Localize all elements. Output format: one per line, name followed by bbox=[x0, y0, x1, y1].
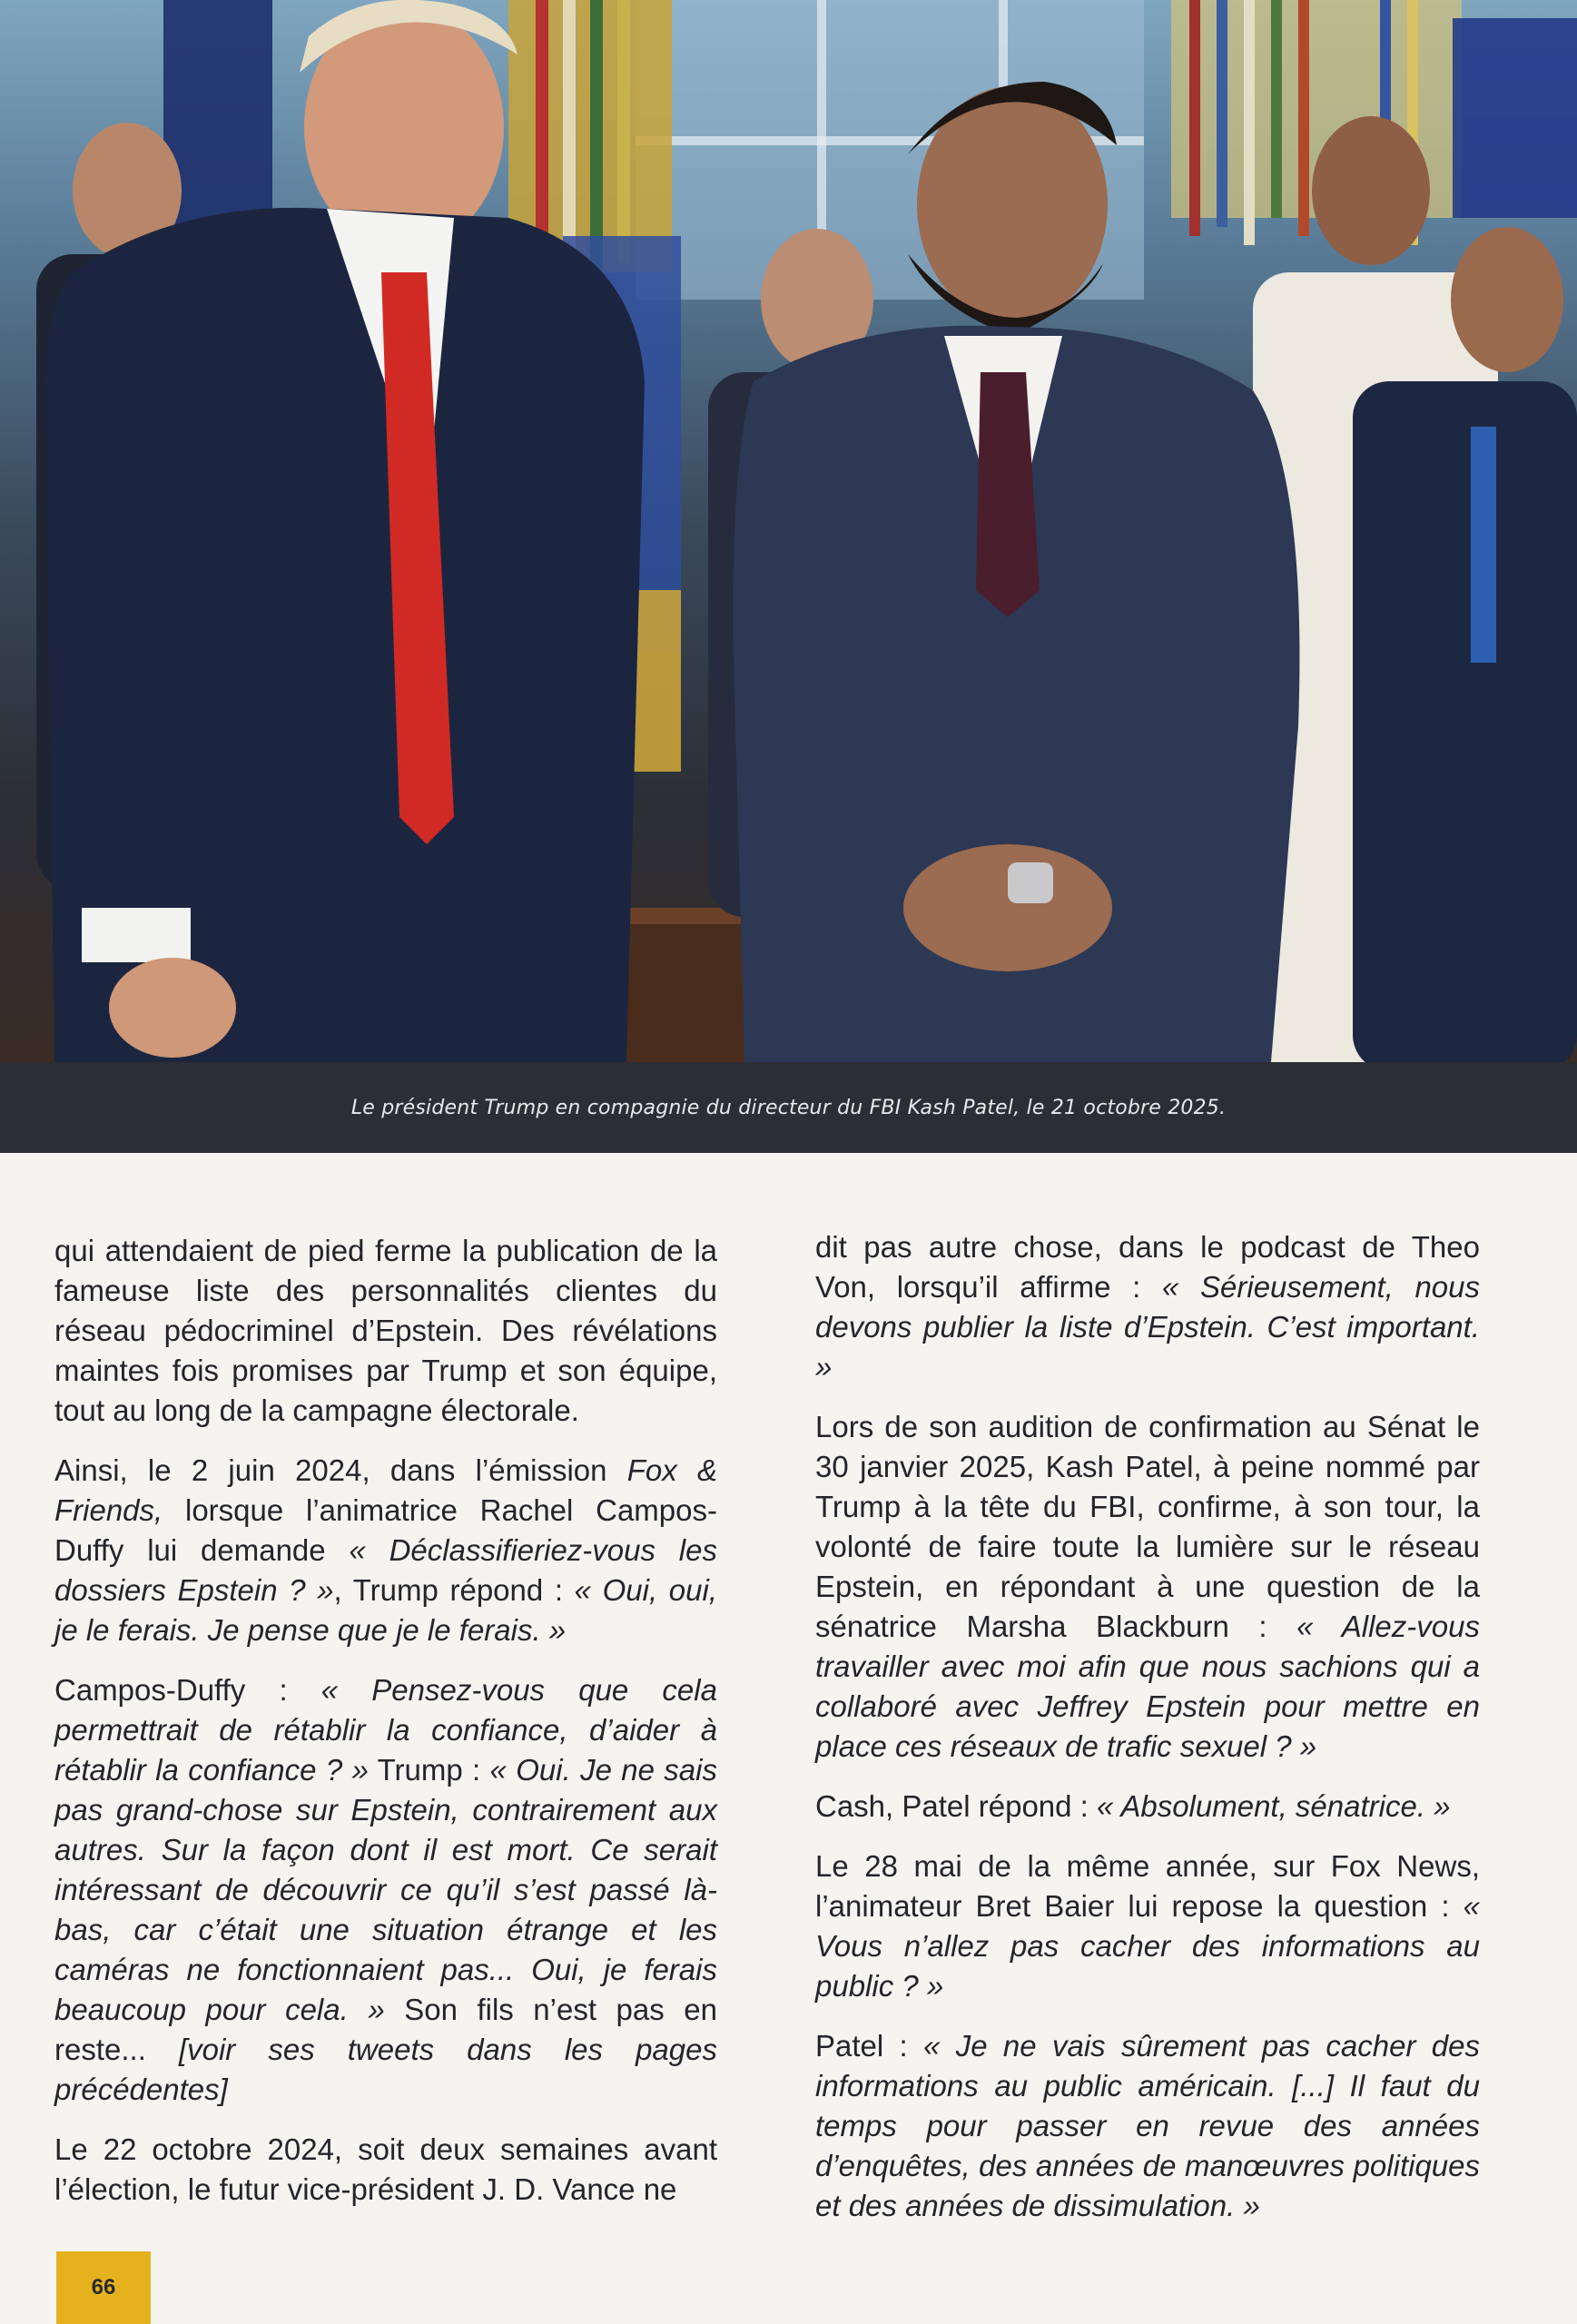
photo-caption-bar bbox=[0, 1062, 1577, 1153]
text: Patel : bbox=[815, 2029, 924, 2063]
quote: « Oui, oui, je le ferais. Je pense que je le ferais. » bbox=[54, 1573, 717, 1647]
paragraph bbox=[54, 1670, 717, 2110]
quote: « Absolument, sénatrice. » bbox=[1097, 1789, 1451, 1823]
paragraph bbox=[815, 1407, 1480, 1767]
header-photo bbox=[0, 0, 1577, 1062]
photo-illustration bbox=[0, 0, 1577, 1062]
quote: « Pensez-vous que cela permettrait de rétablir la confiance, d’aider à rétablir la confiance ? » bbox=[54, 1673, 717, 1787]
paragraph bbox=[54, 2130, 717, 2210]
paragraph bbox=[54, 1231, 717, 1431]
text: Son fils n’est pas en reste... bbox=[54, 1993, 717, 2066]
text: , Trump répond : bbox=[333, 1573, 575, 1607]
text: Le 22 octobre 2024, soit deux semaines avant l’élection, le futur vice-président J. D. Vance ne bbox=[54, 2132, 717, 2206]
text: Le 28 mai de la même année, sur Fox News, l’animateur Bret Baier lui repose la question : bbox=[815, 1849, 1480, 1923]
text: dit pas autre chose, dans le podcast de Theo Von, lorsqu’il affirme : bbox=[815, 1230, 1480, 1304]
quote: « Je ne vais sûrement pas cacher des informations au public américain. [...] Il faut du temps pour passer en revue des années d’enquêtes, des années de manœuvres politiques et des années de dissimulation. » bbox=[815, 2029, 1481, 2222]
text: Ainsi, le 2 juin 2024, dans l’émission bbox=[54, 1453, 627, 1487]
paragraph bbox=[815, 1227, 1480, 1387]
photo-caption: Le président Trump en compagnie du directeur du FBI Kash Patel, le 21 octobre 2025. bbox=[350, 1096, 1227, 1119]
paragraph bbox=[815, 2026, 1480, 2226]
text: qui attendaient de pied ferme la publication de la fameuse liste des personnalités clientes du réseau pédocriminel d’Epstein. Des révélations maintes fois promises par Trump et son équipe, tout au long de la campagne électorale. bbox=[54, 1234, 717, 1427]
quote: « Allez-vous travailler avec moi afin que nous sachions qui a collaboré avec Jeffrey Epstein pour mettre en place ces réseaux de trafic sexuel ? » bbox=[815, 1610, 1480, 1763]
text: Trump : bbox=[368, 1753, 490, 1787]
paragraph bbox=[815, 1846, 1480, 2006]
left-column bbox=[54, 1231, 717, 2230]
text: lorsque l’animatrice Rachel Campos-Duffy lui demande bbox=[54, 1493, 717, 1567]
quote: « Déclassifieriez-vous les dossiers Epstein ? » bbox=[54, 1533, 717, 1607]
right-column bbox=[815, 1227, 1480, 2246]
quote: « Oui. Je ne sais pas grand-chose sur Epstein, contrairement aux autres. Sur la façon dont il est mort. Ce serait intéressant de découvrir ce qu’il s’est passé là-bas, car c’était une situation étrange et les caméras ne fonctionnaient pas... Oui, je ferais beaucoup pour cela. » bbox=[54, 1753, 717, 2026]
paragraph bbox=[815, 1787, 1480, 1827]
page-number-badge bbox=[56, 2251, 151, 2324]
text: Lors de son audition de confirmation au Sénat le 30 janvier 2025, Kash Patel, à peine nommé par Trump à la tête du FBI, confirme, à son tour, la volonté de faire toute la lumière sur le réseau Epstein, en répondant à une question de la sénatrice Marsha Blackburn : bbox=[815, 1410, 1480, 1643]
quote: « Sérieusement, nous devons publier la liste d’Epstein. C’est important. » bbox=[815, 1270, 1480, 1384]
text: Cash, Patel répond : bbox=[815, 1789, 1098, 1823]
page-number: 66 bbox=[91, 2275, 116, 2299]
note: [voir ses tweets dans les pages précédentes] bbox=[54, 2033, 717, 2106]
show-title: Fox & Friends, bbox=[54, 1453, 717, 1527]
paragraph bbox=[54, 1451, 717, 1650]
text: Campos-Duffy : bbox=[54, 1673, 321, 1707]
quote: « Vous n’allez pas cacher des informations au public ? » bbox=[815, 1889, 1480, 2003]
